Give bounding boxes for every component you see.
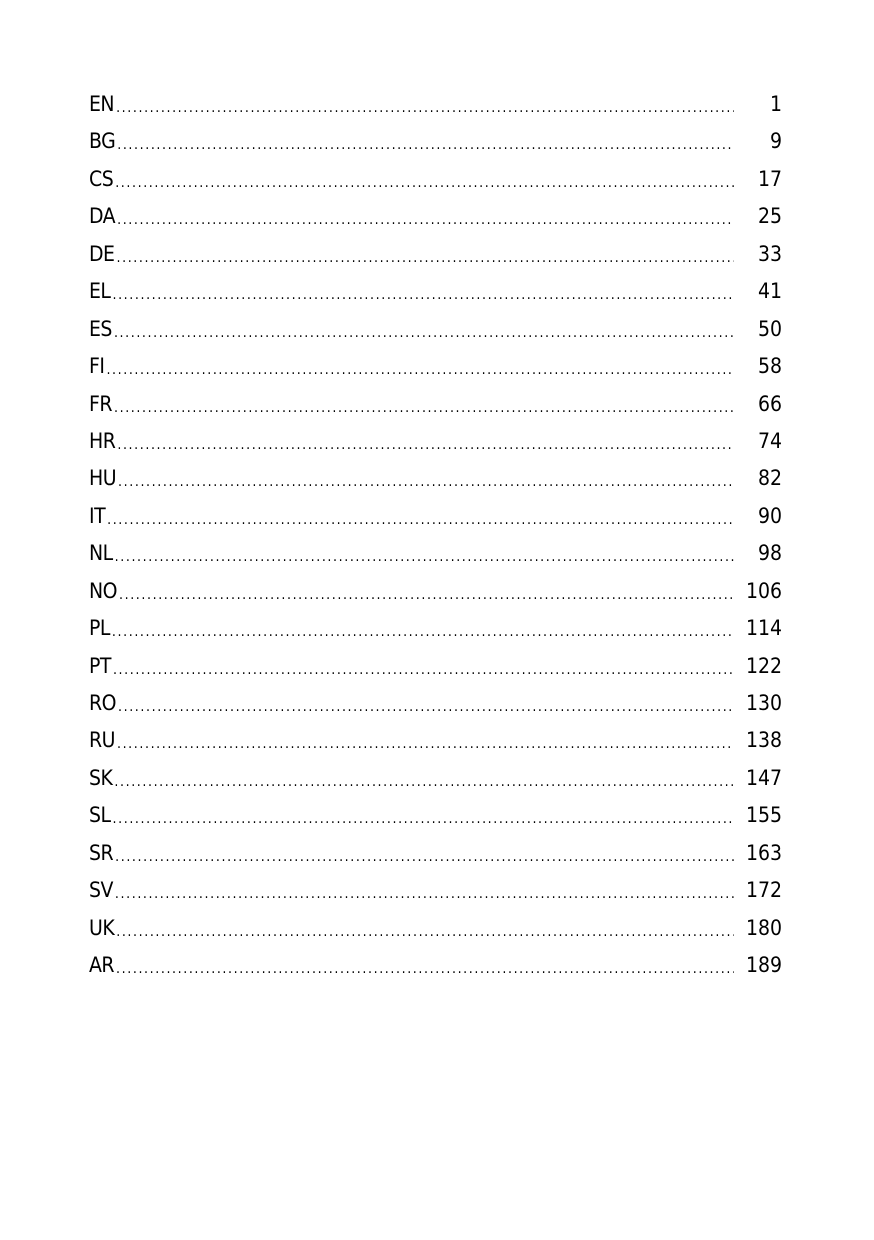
toc-entry-sv[interactable]	[89, 872, 785, 909]
toc-dot-leader	[112, 625, 734, 639]
toc-page-number: 58	[757, 354, 782, 379]
toc-language-code: SK	[89, 765, 113, 790]
toc-dot-leader	[115, 550, 734, 564]
toc-language-code: BG	[89, 129, 116, 154]
toc-dot-leader	[114, 775, 734, 789]
toc-dot-leader	[116, 101, 734, 115]
toc-entry-bg[interactable]	[89, 123, 785, 160]
toc-language-code: EL	[89, 279, 111, 304]
toc-entry-hu[interactable]	[89, 460, 785, 497]
toc-language-code: ES	[89, 316, 112, 341]
toc-language-code: DA	[89, 204, 116, 229]
toc-dot-leader	[117, 438, 734, 452]
toc-entry-el[interactable]	[89, 273, 785, 310]
toc-language-code: RO	[89, 691, 116, 715]
toc-language-code: HU	[89, 466, 117, 491]
toc-language-code: NO	[89, 578, 117, 603]
toc-language-code: SR	[89, 840, 114, 865]
toc-entry-fr[interactable]	[89, 386, 785, 423]
toc-page-number: 114	[745, 616, 782, 641]
toc-page-number: 138	[745, 728, 782, 753]
toc-page-number: 163	[745, 840, 782, 865]
toc-entry-pt[interactable]	[89, 648, 785, 685]
toc-dot-leader	[119, 588, 734, 602]
toc-entry-nl[interactable]	[89, 535, 785, 572]
toc-page-number: 17	[757, 166, 782, 191]
toc-entry-sk[interactable]	[89, 760, 785, 797]
toc-page-number: 172	[745, 878, 782, 903]
toc-language-code: PT	[89, 653, 111, 678]
toc-dot-leader	[117, 138, 734, 152]
toc-entry-cs[interactable]	[89, 161, 785, 198]
toc-page-number: 25	[757, 204, 782, 229]
toc-entry-ru[interactable]	[89, 722, 785, 759]
toc-dot-leader	[118, 700, 734, 714]
toc-language-code: EN	[89, 92, 115, 116]
toc-entry-ro[interactable]	[89, 685, 785, 722]
toc-language-code: FR	[89, 391, 112, 416]
toc-entry-ar[interactable]	[89, 947, 785, 984]
toc-entry-pl[interactable]	[89, 610, 785, 647]
toc-dot-leader	[106, 363, 734, 377]
toc-language-code: UK	[89, 915, 115, 940]
toc-entry-uk[interactable]	[89, 910, 785, 947]
toc-language-code: AR	[89, 953, 115, 978]
toc-dot-leader	[118, 475, 734, 489]
toc-dot-leader	[112, 288, 734, 302]
toc-language-code: HR	[89, 428, 116, 453]
table-of-contents	[89, 86, 785, 985]
toc-dot-leader	[114, 401, 734, 415]
toc-entry-fi[interactable]	[89, 348, 785, 385]
toc-page-number: 9	[769, 129, 782, 154]
toc-page-number: 130	[745, 691, 782, 715]
toc-page-number: 50	[757, 316, 782, 341]
toc-page-number: 106	[745, 578, 782, 603]
toc-language-code: PL	[89, 616, 110, 641]
toc-dot-leader	[115, 176, 734, 190]
toc-language-code: SL	[89, 803, 111, 828]
toc-language-code: DE	[89, 241, 115, 266]
toc-dot-leader	[116, 962, 734, 976]
toc-dot-leader	[115, 887, 734, 901]
toc-page-number: 1	[769, 92, 782, 116]
toc-page-number: 90	[757, 503, 782, 528]
toc-dot-leader	[117, 251, 735, 265]
toc-page-number: 66	[757, 391, 782, 416]
toc-entry-da[interactable]	[89, 198, 785, 235]
toc-language-code: IT	[89, 503, 106, 528]
toc-language-code: RU	[89, 728, 115, 753]
toc-page-number: 98	[757, 541, 782, 566]
toc-dot-leader	[116, 925, 734, 939]
toc-page-number: 122	[745, 653, 782, 678]
toc-dot-leader	[117, 213, 734, 227]
toc-page-number: 155	[745, 803, 782, 828]
toc-entry-hr[interactable]	[89, 423, 785, 460]
toc-entry-de[interactable]	[89, 236, 785, 273]
toc-entry-it[interactable]	[89, 498, 785, 535]
toc-language-code: SV	[89, 878, 113, 903]
toc-language-code: FI	[89, 354, 105, 379]
toc-language-code: CS	[89, 166, 114, 191]
toc-language-code: NL	[89, 541, 113, 566]
toc-entry-en[interactable]	[89, 86, 785, 123]
toc-dot-leader	[113, 812, 734, 826]
toc-page-number: 82	[757, 466, 782, 491]
toc-dot-leader	[107, 513, 734, 527]
toc-dot-leader	[117, 737, 734, 751]
toc-entry-no[interactable]	[89, 573, 785, 610]
toc-page-number: 33	[757, 241, 782, 266]
toc-dot-leader	[115, 850, 734, 864]
toc-entry-es[interactable]	[89, 311, 785, 348]
toc-page-number: 180	[745, 915, 782, 940]
toc-entry-sr[interactable]	[89, 835, 785, 872]
toc-dot-leader	[114, 326, 734, 340]
toc-page-number: 147	[745, 765, 782, 790]
toc-entry-sl[interactable]	[89, 797, 785, 834]
toc-page-number: 74	[757, 428, 782, 453]
toc-page-number: 41	[757, 279, 782, 304]
toc-dot-leader	[113, 663, 734, 677]
toc-page-number: 189	[745, 953, 782, 978]
